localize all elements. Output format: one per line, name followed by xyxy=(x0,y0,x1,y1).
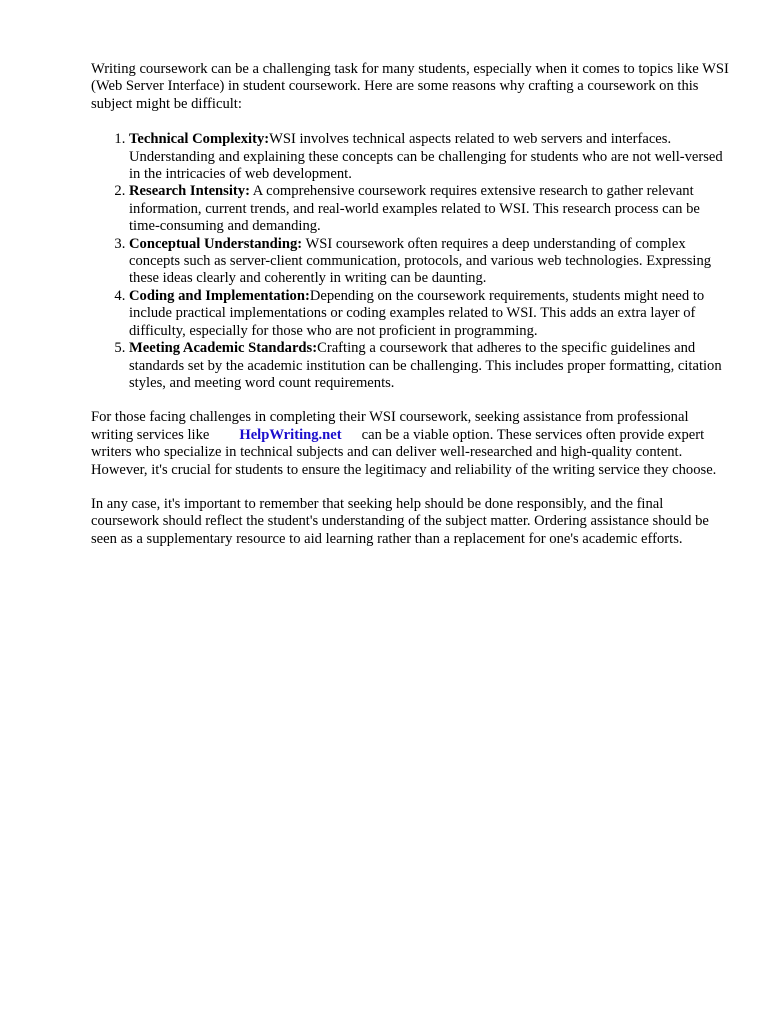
reasons-list xyxy=(91,131,731,392)
assistance-text-before: For those facing challenges in completing their WSI coursework, seeking assistance from professional writing services like xyxy=(91,409,689,443)
document-page xyxy=(91,61,731,548)
reason-text: A comprehensive coursework requires extensive research to gather relevant information, current trends, and real-world examples related to WSI. This research process can be time-consuming and demanding. xyxy=(129,183,700,235)
list-item xyxy=(129,288,731,340)
helpwriting-link[interactable]: HelpWriting.net xyxy=(239,426,342,443)
list-item xyxy=(129,236,731,288)
assistance-paragraph xyxy=(91,409,731,479)
reason-title: Coding and Implementation: xyxy=(129,287,310,304)
list-item xyxy=(129,183,731,235)
reason-text: WSI involves technical aspects related to web servers and interfaces. Understanding and explaining these concepts can be challenging for students who are not well-versed in the intricacies of web development. xyxy=(129,131,723,183)
reason-title: Research Intensity: xyxy=(129,183,250,200)
intro-paragraph: Writing coursework can be a challenging task for many students, especially when it comes to topics like WSI (Web Server Interface) in student coursework. Here are some reasons why crafting a coursework on this subject might be difficult: xyxy=(91,61,729,112)
reason-title: Meeting Academic Standards: xyxy=(129,340,318,357)
closing-paragraph: In any case, it's important to remember that seeking help should be done responsibly, and the final coursework should reflect the student's understanding of the subject matter. Ordering assistance should be seen as a supplementary resource to aid learning rather than a replacement for one's academic efforts. xyxy=(91,495,709,547)
reason-text: WSI coursework often requires a deep understanding of complex concepts such as server-client communication, protocols, and various web technologies. Expressing these ideas clearly and coherently in writing can be daunting. xyxy=(129,235,712,287)
reason-title: Technical Complexity: xyxy=(129,131,270,148)
list-item xyxy=(129,340,731,392)
reason-text: Crafting a coursework that adheres to the specific guidelines and standards set by the academic institution can be challenging. This includes proper formatting, citation styles, and meeting word count requirements. xyxy=(129,340,722,391)
reason-title: Conceptual Understanding: xyxy=(129,235,303,252)
list-item xyxy=(129,131,731,183)
assistance-text-after: can be a viable option. These services often provide expert writers who specialize in technical subjects and can deliver well-researched and high-quality content. However, it's crucial for students to ensure the legitimacy and reliability of the writing service they choose. xyxy=(91,426,717,478)
reason-text: Depending on the coursework requirements, students might need to include practical implementations or coding examples related to WSI. This adds an extra layer of difficulty, especially for those who are not proficient in programming. xyxy=(129,287,705,339)
